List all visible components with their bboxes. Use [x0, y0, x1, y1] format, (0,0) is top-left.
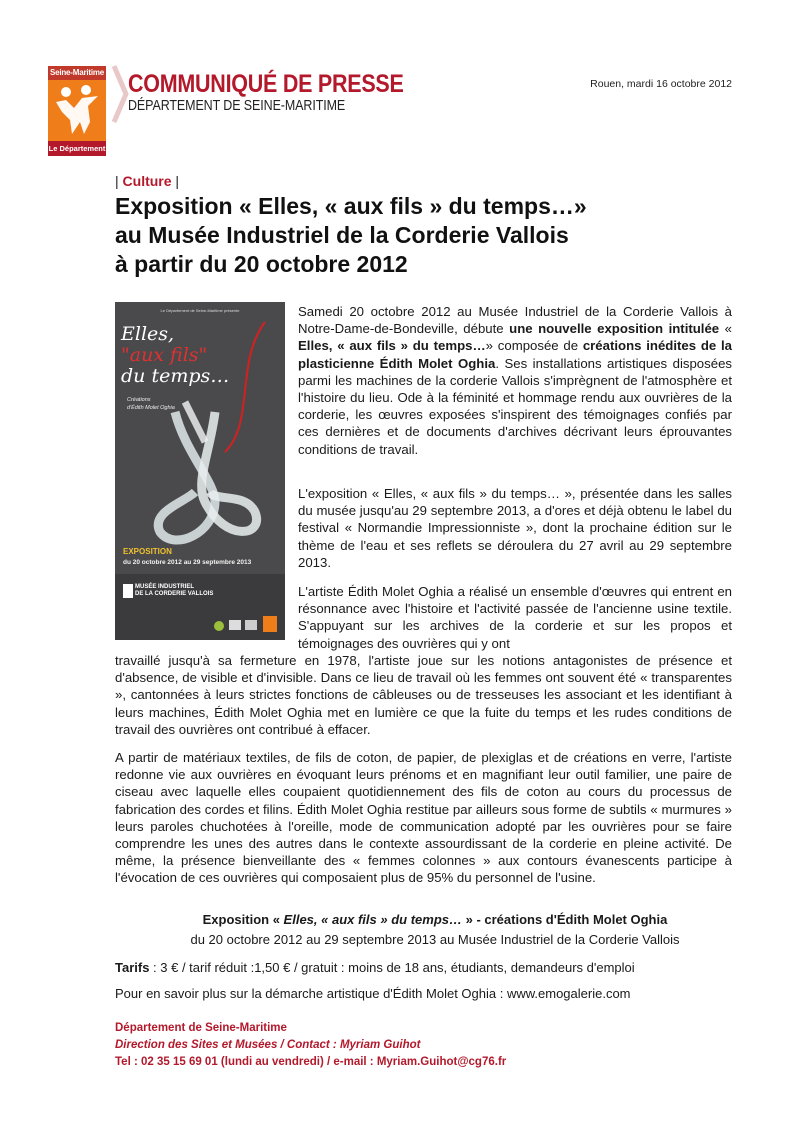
- poster-credit: Créations d'Édith Molet Oghia: [127, 397, 175, 411]
- poster-museum: MUSÉE INDUSTRIEL DE LA CORDERIE VALLOIS: [135, 584, 214, 597]
- article-title: [115, 192, 755, 279]
- press-release-title: COMMUNIQUÉ DE PRESSE: [128, 70, 404, 98]
- partner-logos-icon: [211, 614, 281, 634]
- contact-block: [115, 1020, 506, 1071]
- museum-logo-icon: [123, 584, 133, 598]
- title-line: au Musée Industriel de la Corderie Vallois: [115, 222, 569, 248]
- poster-title: Elles, "aux fils" du temps…: [121, 323, 230, 387]
- expo-info-title: Exposition « Elles, « aux fils » du temps… » - créations d'Édith Molet Oghia: [202, 912, 668, 927]
- category-label: Culture: [122, 173, 172, 189]
- paragraph-artist-a: L'artiste Édith Molet Oghia a réalisé un ensemble d'œuvres qui entrent en résonnance avec l'histoire et l'activité passée de l'ancienne usine textile. S'appuyant sur les archives de la corderie et sur les propos et témoignages des ouvrières qui y ont: [298, 584, 732, 651]
- paragraph-label: L'exposition « Elles, « aux fils » du temps… », présentée dans les salles du musée jusqu'au 29 septembre 2013, a d'ores et déjà obtenu le label du festival « Normandie Impressionniste », dont la prochaine édition sur le thème de l'eau et ses reflets se déroulera du 27 avril au 29 septembre 2013.: [298, 486, 732, 570]
- contact-phone-email: Tel : 02 35 15 69 01 (lundi au vendredi) / e-mail : Myriam.Guihot@cg76.fr: [115, 1056, 507, 1068]
- exhibition-poster: Le Département de Seine-Maritime présente Elles, "aux fils" du temps… Créations d'Édith Molet Oghia EXPOSITION du 20 octobre 2012 au 29 septembre 2013 MUSÉE INDUSTRIEL DE LA CORDERIE VALLOIS: [115, 302, 285, 640]
- poster-expo-label: EXPOSITION: [123, 547, 172, 556]
- title-line: Exposition « Elles, « aux fils » du temps…»: [115, 193, 587, 219]
- poster-dates: du 20 octobre 2012 au 29 septembre 2013: [123, 559, 252, 566]
- paragraph-intro: Samedi 20 octobre 2012 au Musée Industriel de la Corderie Vallois à Notre-Dame-de-Bondeville, débute une nouvelle exposition intitulée « Elles, « aux fils » du temps…» composée de créations inédites de la plasticienne Édith Molet Oghia. Ses installations artistiques disposées parmi les machines de la corderie Vallois s'imprègnent de l'atmosphère et l'histoire du lieu. Ode à la féminité et hommage rendu aux ouvrières de la corderie, les œuvres exposées s'inspirent des témoignages confiés par ces dernières et de documents d'archives décrivant leurs éprouvantes conditions de travail.: [298, 304, 733, 457]
- contact-department: Département de Seine-Maritime: [115, 1022, 287, 1034]
- title-line: à partir du 20 octobre 2012: [115, 251, 408, 277]
- tarifs-line: Tarifs : 3 € / tarif réduit :1,50 € / gratuit : moins de 18 ans, étudiants, demandeurs d'emploi: [115, 960, 635, 975]
- more-info-line: Pour en savoir plus sur la démarche artistique d'Édith Molet Oghia : www.emogalerie.com: [115, 986, 631, 1001]
- department-subtitle: DÉPARTEMENT DE SEINE-MARITIME: [128, 98, 346, 114]
- release-date: Rouen, mardi 16 octobre 2012: [590, 78, 732, 90]
- logo-bottom-text: Le Département: [48, 141, 106, 156]
- logo-top-text: Seine-Maritime: [48, 66, 106, 80]
- contact-direction: Direction des Sites et Musées / Contact : Myriam Guihot: [115, 1039, 421, 1051]
- category-tag: | Culture |: [115, 173, 180, 189]
- expo-info-dates: du 20 octobre 2012 au 29 septembre 2013 au Musée Industriel de la Corderie Vallois: [190, 932, 680, 947]
- department-logo: [48, 66, 106, 156]
- paragraph-materials: A partir de matériaux textiles, de fils de coton, de papier, de plexiglas et de créations en verre, l'artiste redonne vie aux ouvrières en évoquant leurs prénoms et en magnifiant leur outil familier, une paire de ciseau avec laquelle elles coupaient quotidiennement des fils de coton au cours du processus de fabrication des cordes et filins. Édith Molet Oghia restitue par ailleurs sous forme de subtils « murmures » leurs paroles chuchotées à l'oreille, mode de communication adopté par les ouvrières pour se faire comprendre les unes des autres dans le contexte assourdissant de la corderie en pleine activité. De même, la présence bienveillante des « femmes colonnes » aux contours évanescents participe à l'évocation de ces ouvrières qui composaient plus de 95% du personnel de l'usine.: [115, 750, 732, 886]
- paragraph-artist-b: travaillé jusqu'à sa fermeture en 1978, l'artiste joue sur les notions antagonistes de présence et d'absence, de visible et d'invisible. Dans ce lieu de travail où les femmes ont souvent été « transparentes », cantonnées à leurs strictes fonctions de câbleuses ou de tresseuses les associant et les identifiant à leurs machines, Édith Molet Oghia met en lumière ce que la fuite du temps et les rudes conditions de travail des ouvrières ont contribué à effacer.: [115, 653, 732, 737]
- figures-icon: [52, 82, 102, 140]
